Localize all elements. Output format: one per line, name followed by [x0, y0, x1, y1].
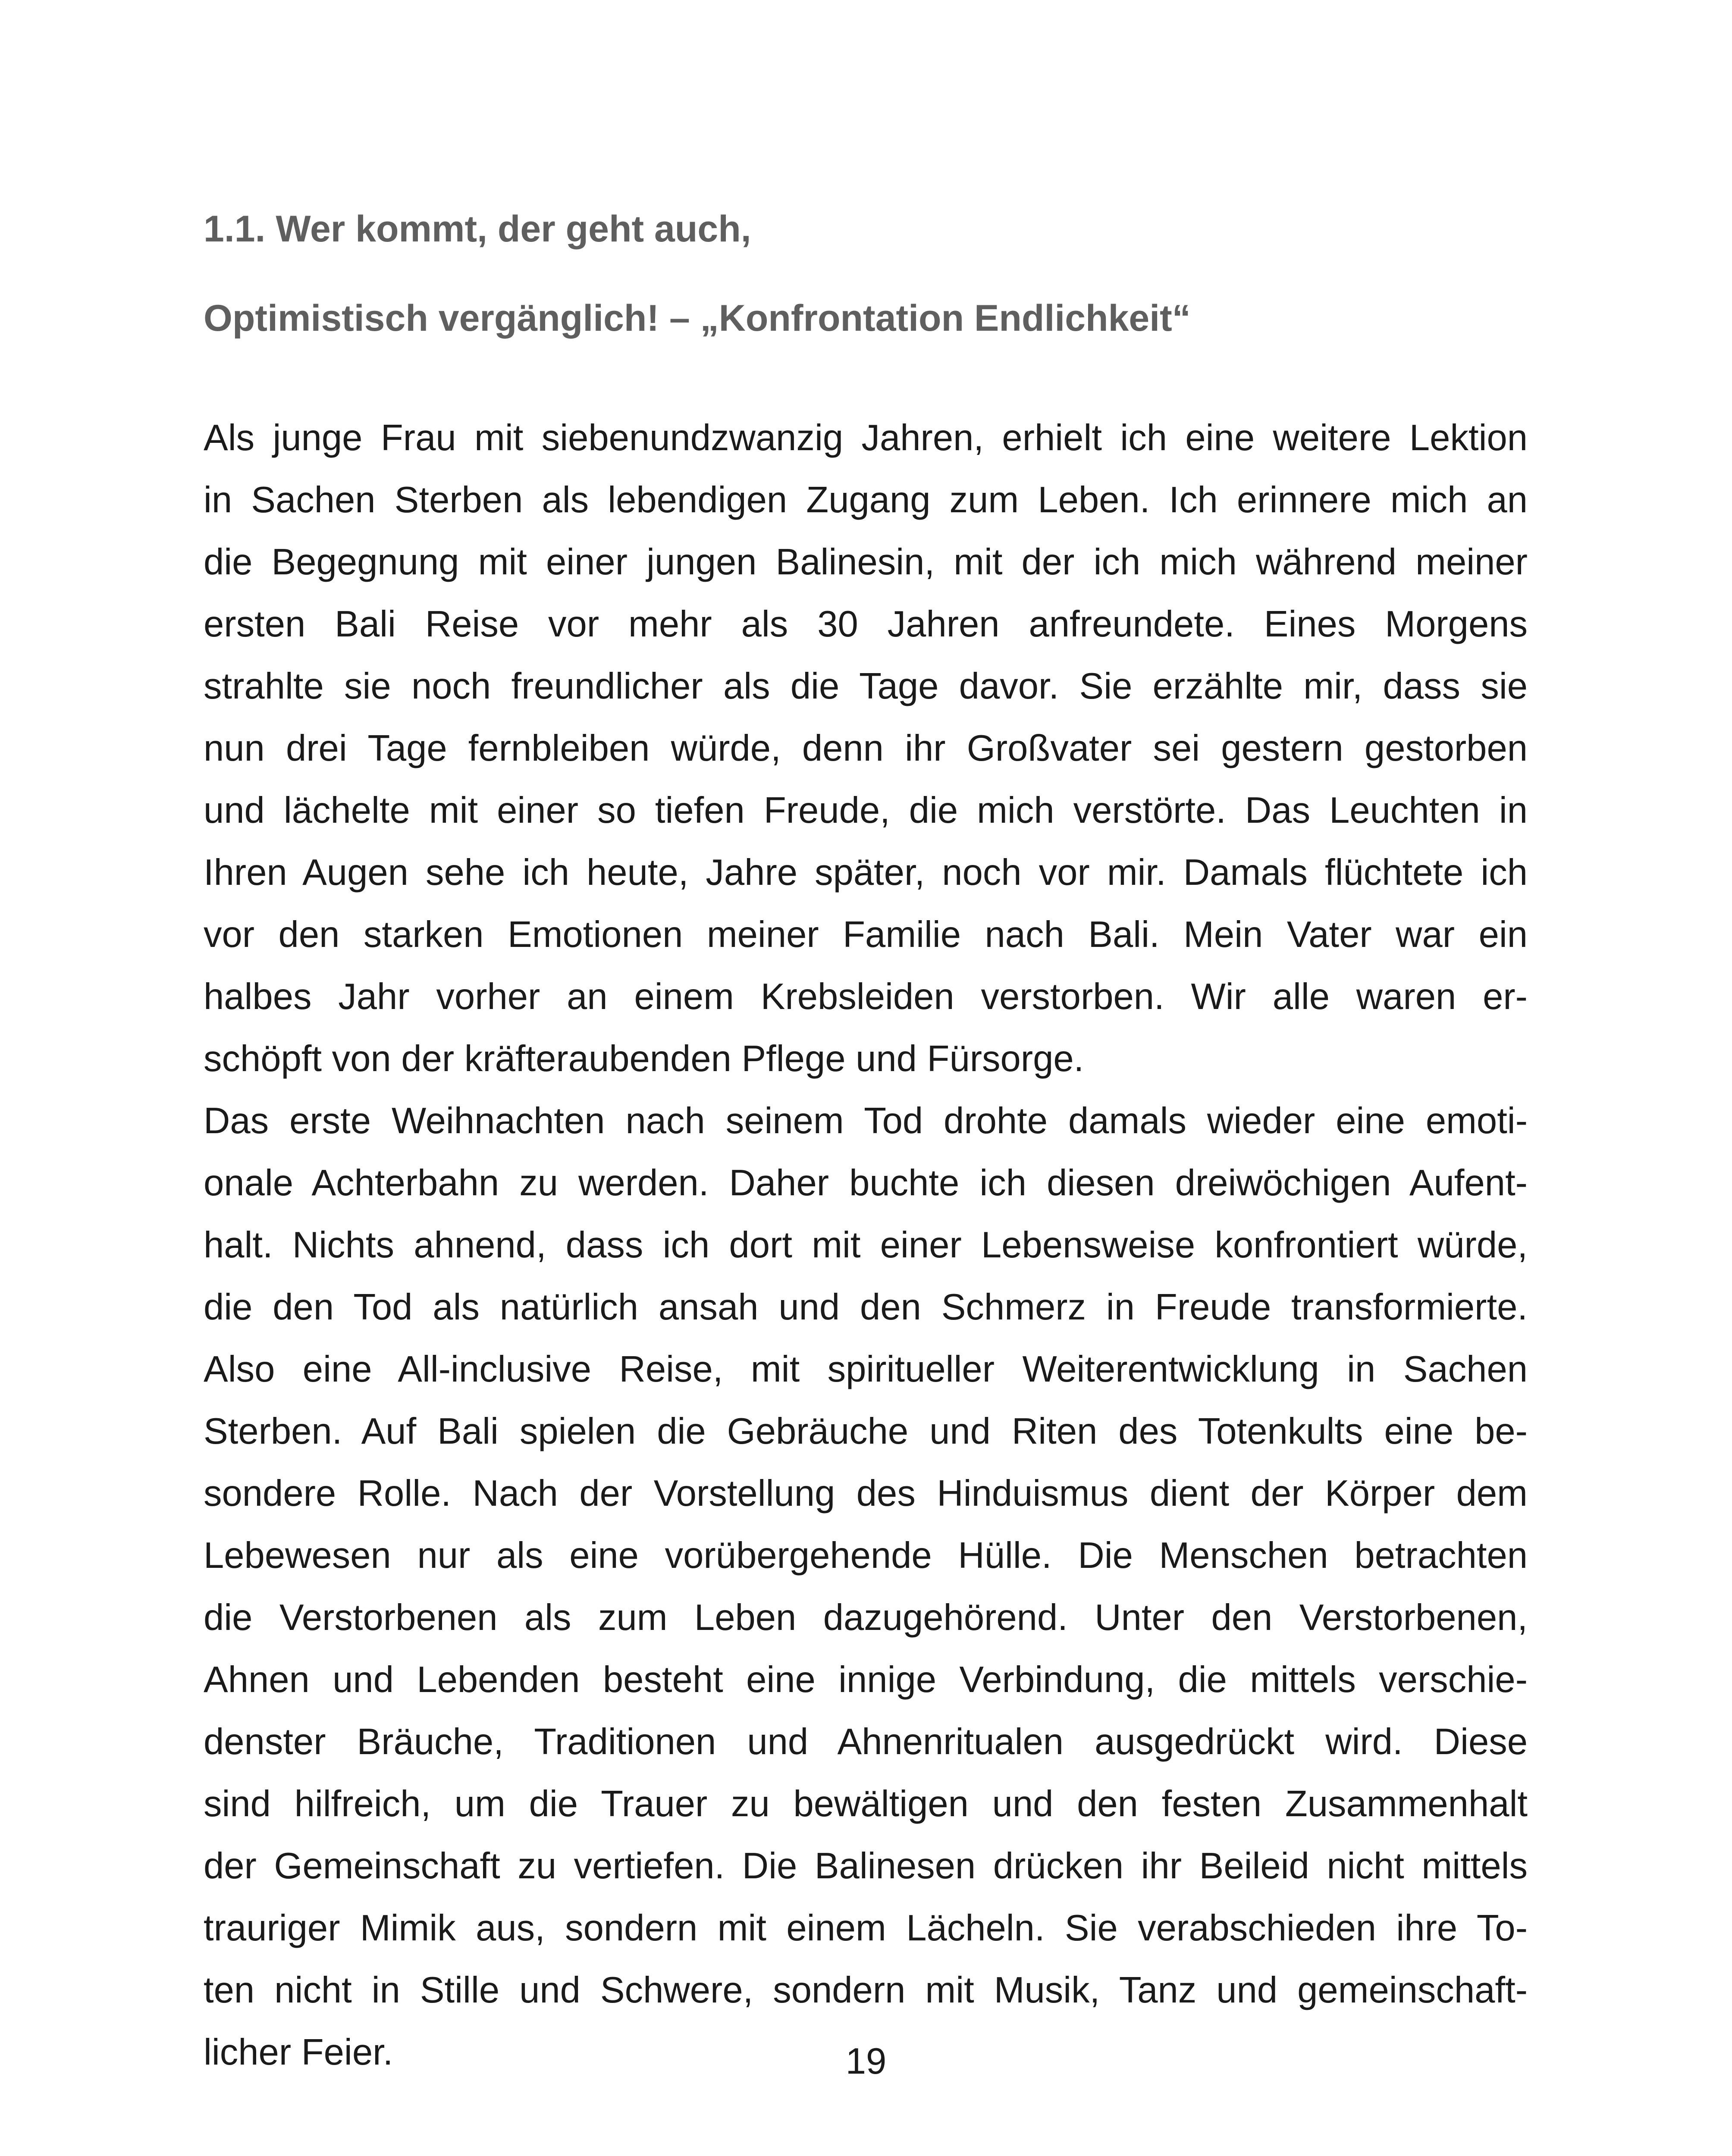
text-line: die Verstorbenen als zum Leben dazugehörend. Unter den Verstorbenen, [204, 1597, 1528, 1638]
text-line: licher Feier. [204, 2032, 393, 2073]
text-line: die den Tod als natürlich ansah und den Schmerz in Freude transformierte. [204, 1287, 1528, 1328]
text-line: Das erste Weihnachten nach seinem Tod drohte damals wieder eine emoti- [204, 1100, 1528, 1141]
text-line: Sterben. Auf Bali spielen die Gebräuche und Riten des Totenkults eine be- [204, 1411, 1528, 1452]
text-line: Also eine All-inclusive Reise, mit spiritueller Weiterentwicklung in Sachen [204, 1349, 1528, 1390]
text-line: denster Bräuche, Traditionen und Ahnenritualen ausgedrückt wird. Diese [204, 1721, 1528, 1762]
text-line: halt. Nichts ahnend, dass ich dort mit einer Lebensweise konfrontiert würde, [204, 1225, 1528, 1266]
text-line: Als junge Frau mit siebenundzwanzig Jahren, erhielt ich eine weitere Lektion [204, 417, 1528, 458]
section-subtitle: Optimistisch vergänglich! – „Konfrontation Endlichkeit“ [204, 298, 1191, 339]
text-line: vor den starken Emotionen meiner Familie nach Bali. Mein Vater war ein [204, 914, 1528, 955]
text-line: und lächelte mit einer so tiefen Freude, die mich verstörte. Das Leuchten in [204, 790, 1528, 831]
text-line: strahlte sie noch freundlicher als die Tage davor. Sie erzählte mir, dass sie [204, 666, 1528, 707]
body-text [204, 407, 1528, 2084]
text-line: onale Achterbahn zu werden. Daher buchte ich diesen dreiwöchigen Aufent- [204, 1163, 1528, 1203]
page-number: 19 [845, 2041, 887, 2082]
text-line: trauriger Mimik aus, sondern mit einem Lächeln. Sie verabschieden ihre To- [204, 1908, 1528, 1949]
text-line: sondere Rolle. Nach der Vorstellung des Hinduismus dient der Körper dem [204, 1473, 1528, 1514]
text-line: ersten Bali Reise vor mehr als 30 Jahren anfreundete. Eines Morgens [204, 604, 1528, 645]
section-title: 1.1. Wer kommt, der geht auch, [204, 208, 751, 250]
text-line: die Begegnung mit einer jungen Balinesin, mit der ich mich während meiner [204, 542, 1528, 583]
text-line: Ahnen und Lebenden besteht eine innige Verbindung, die mittels verschie- [204, 1659, 1528, 1700]
text-line: in Sachen Sterben als lebendigen Zugang zum Leben. Ich erinnere mich an [204, 479, 1528, 520]
text-line: Ihren Augen sehe ich heute, Jahre später, noch vor mir. Damals flüchtete ich [204, 852, 1528, 893]
text-line: schöpft von der kräfteraubenden Pflege und Fürsorge. [204, 1038, 1084, 1079]
text-line: ten nicht in Stille und Schwere, sondern mit Musik, Tanz und gemeinschaft- [204, 1970, 1528, 2011]
text-line: halbes Jahr vorher an einem Krebsleiden verstorben. Wir alle waren er- [204, 976, 1528, 1017]
text-line: sind hilfreich, um die Trauer zu bewältigen und den festen Zusammenhalt [204, 1783, 1528, 1824]
text-line: Lebewesen nur als eine vorübergehende Hülle. Die Menschen betrachten [204, 1535, 1528, 1576]
text-line: der Gemeinschaft zu vertiefen. Die Balinesen drücken ihr Beileid nicht mittels [204, 1846, 1528, 1887]
text-line: nun drei Tage fernbleiben würde, denn ihr Großvater sei gestern gestorben [204, 728, 1528, 769]
